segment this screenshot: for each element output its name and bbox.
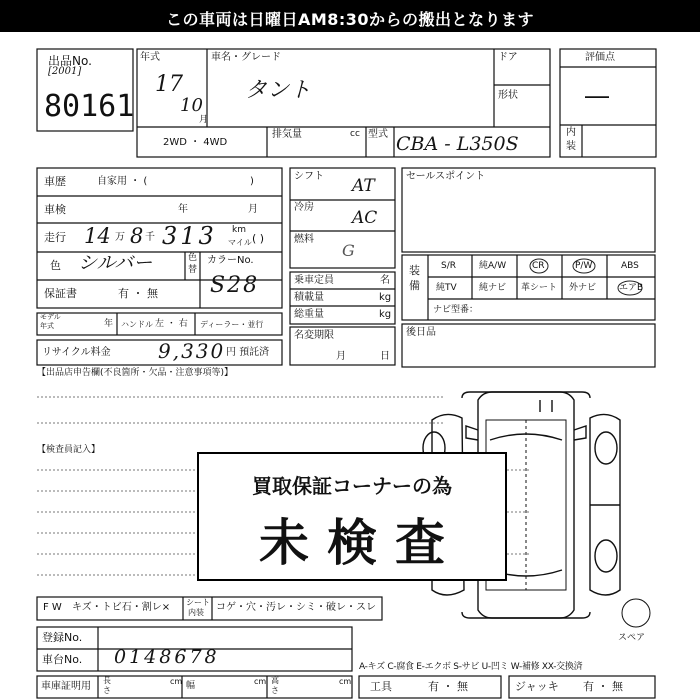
later-date-label: 後日品 (406, 327, 436, 338)
notes-label: 【出品店申告欄(不良箇所・欠品・注意事項等)】 (37, 368, 234, 378)
mileage-paren: ( ) (252, 232, 265, 245)
navi-model-label: ナビ型番： (433, 305, 479, 315)
mileage-man: 14 (84, 224, 111, 248)
height-label-1: 高 (271, 676, 279, 685)
stamp-line-1: 買取保証コーナーの為 (252, 474, 452, 498)
interior-label-1: 内 (566, 127, 576, 138)
height-unit: cm (339, 677, 352, 686)
recycle-value: 9,330 (158, 339, 226, 363)
handle-value: 左 ・ 右 (155, 319, 188, 329)
fuel-label: 燃料 (294, 234, 314, 245)
inspector-label: 【検査員記入】 (37, 445, 101, 455)
model-year-label-2: 年式 (40, 322, 54, 330)
tools-label: 工具 (370, 680, 392, 693)
mileage-label: 走行 (44, 231, 66, 244)
name-change-month-unit: 月 (336, 351, 346, 362)
length-unit: cm (170, 677, 183, 686)
recycle-unit: 円 預託済 (226, 347, 270, 358)
sen-unit: 千 (145, 232, 155, 243)
not-inspected-stamp (197, 452, 507, 581)
jack-label: ジャッキ (515, 680, 559, 693)
equipment-cr: CR (532, 261, 545, 271)
lot-year-stamp: [2001] (48, 66, 82, 77)
damage-legend: A-キズ C-腐食 E-エクボ S-サビ U-凹ミ W-補修 XX-交換済 (359, 662, 583, 672)
history-close: ) (250, 176, 254, 187)
lot-label: 出品No. (48, 54, 92, 68)
color-change-label-1: 色 (188, 253, 198, 263)
warranty-value: 有 ・ 無 (118, 287, 158, 300)
drive-label: 2WD ・ 4WD (163, 137, 228, 148)
equipment-ext-navi: 外ナビ (569, 283, 597, 293)
inspection-year-unit: 年 (178, 204, 188, 215)
model-label: 型式 (368, 129, 388, 140)
man-unit: 万 (115, 232, 125, 243)
inspection-label: 車検 (44, 203, 66, 216)
model-year-label-1: モデル (40, 313, 61, 321)
month-value: 10 (180, 95, 203, 116)
equipment-sr: S/R (441, 261, 456, 271)
length-label-1: 長 (103, 676, 111, 685)
chassis-value: 0148678 (114, 646, 220, 668)
length-label-2: さ (103, 686, 111, 695)
fuel-value: G (342, 241, 355, 260)
history-label: 車歴 (44, 175, 66, 188)
mileage-rest: 313 (162, 222, 217, 250)
equipment-pw: P/W (575, 261, 593, 271)
km-unit: km (232, 225, 246, 235)
handle-label: ハンドル (121, 320, 153, 329)
registration-label: 登録No. (42, 631, 83, 644)
fw-label: F W (43, 602, 62, 613)
capacity-weight-unit: kg (379, 309, 392, 320)
mile-unit: マイル (228, 238, 252, 247)
capacity-seats-unit: 名 (380, 275, 390, 286)
spare-label: スペア (618, 633, 646, 643)
lot-number: 80161 (44, 89, 135, 124)
capacity-load-label: 積載量 (294, 292, 324, 303)
equipment-airbag: エアB (619, 283, 644, 293)
inspection-month-unit: 月 (248, 204, 258, 215)
equipment-navi: 純ナビ (479, 283, 507, 293)
car-name-value: タント (245, 78, 312, 103)
aircon-value: AC (352, 208, 378, 228)
door-label: ドア (498, 52, 518, 63)
equipment-label-2: 備 (409, 279, 420, 292)
month-unit: 月 (199, 115, 209, 125)
capacity-weight-label: 総重量 (294, 309, 324, 320)
equipment-leather: 革シート (521, 283, 558, 293)
shift-value: AT (352, 176, 375, 196)
equipment-aw: 純A/W (479, 261, 507, 271)
color-number-value: S28 (210, 273, 260, 298)
year-label: 年式 (140, 52, 160, 63)
name-change-day-unit: 日 (380, 351, 390, 362)
warranty-label: 保証書 (44, 287, 77, 300)
certificate-label: 車庫証明用 (41, 681, 91, 692)
history-value: 自家用 ・ ( (97, 176, 148, 187)
color-change-label-2: 替 (188, 265, 198, 275)
shift-label: シフト (294, 171, 324, 182)
equipment-label-1: 装 (409, 264, 420, 277)
interior-label-2: 装 (566, 141, 576, 152)
cc-unit: cc (350, 129, 360, 139)
seat-label-1: シート (186, 598, 210, 607)
seat-label-2: 内装 (188, 608, 204, 617)
year-value: 17 (155, 72, 183, 97)
width-label: 幅 (186, 681, 196, 691)
jack-value: 有 ・ 無 (583, 680, 623, 693)
chassis-label: 車台No. (42, 653, 83, 666)
equipment-abs: ABS (621, 261, 639, 271)
height-label-2: さ (271, 686, 279, 695)
color-label: 色 (50, 259, 61, 272)
seat-items: コゲ・穴・汚レ・シミ・破レ・スレ (216, 602, 376, 613)
tools-value: 有 ・ 無 (428, 680, 468, 693)
displacement-label: 排気量 (272, 129, 302, 140)
width-unit: cm (254, 677, 267, 686)
fw-items: キズ・トビ石・割レ× (72, 602, 171, 613)
capacity-seats-label: 乗車定員 (294, 275, 334, 286)
equipment-tv: 純TV (436, 283, 457, 293)
car-name-label: 車名・グレード (211, 52, 281, 63)
model-value: CBA - L350S (396, 133, 519, 155)
name-change-label: 名変期限 (294, 330, 334, 341)
color-number-label: カラーNo. (207, 255, 254, 266)
model-year-unit: 年 (104, 319, 114, 329)
grade-label: 評価点 (585, 52, 615, 63)
aircon-label: 冷房 (294, 202, 314, 213)
shape-label: 形状 (498, 90, 518, 101)
dealer-label: ディーラー・並行 (200, 320, 264, 329)
stamp-line-2: 未検査 (259, 514, 463, 572)
recycle-label: リサイクル料金 (42, 347, 111, 358)
capacity-load-unit: kg (379, 292, 392, 303)
color-value: シルバー (78, 252, 153, 274)
grade-value: ― (585, 82, 609, 110)
notice-banner-text: この車両は日曜日AM8:30からの搬出となります (165, 10, 535, 29)
mileage-sen: 8 (130, 224, 144, 248)
sales-point-label: セールスポイント (406, 171, 486, 182)
